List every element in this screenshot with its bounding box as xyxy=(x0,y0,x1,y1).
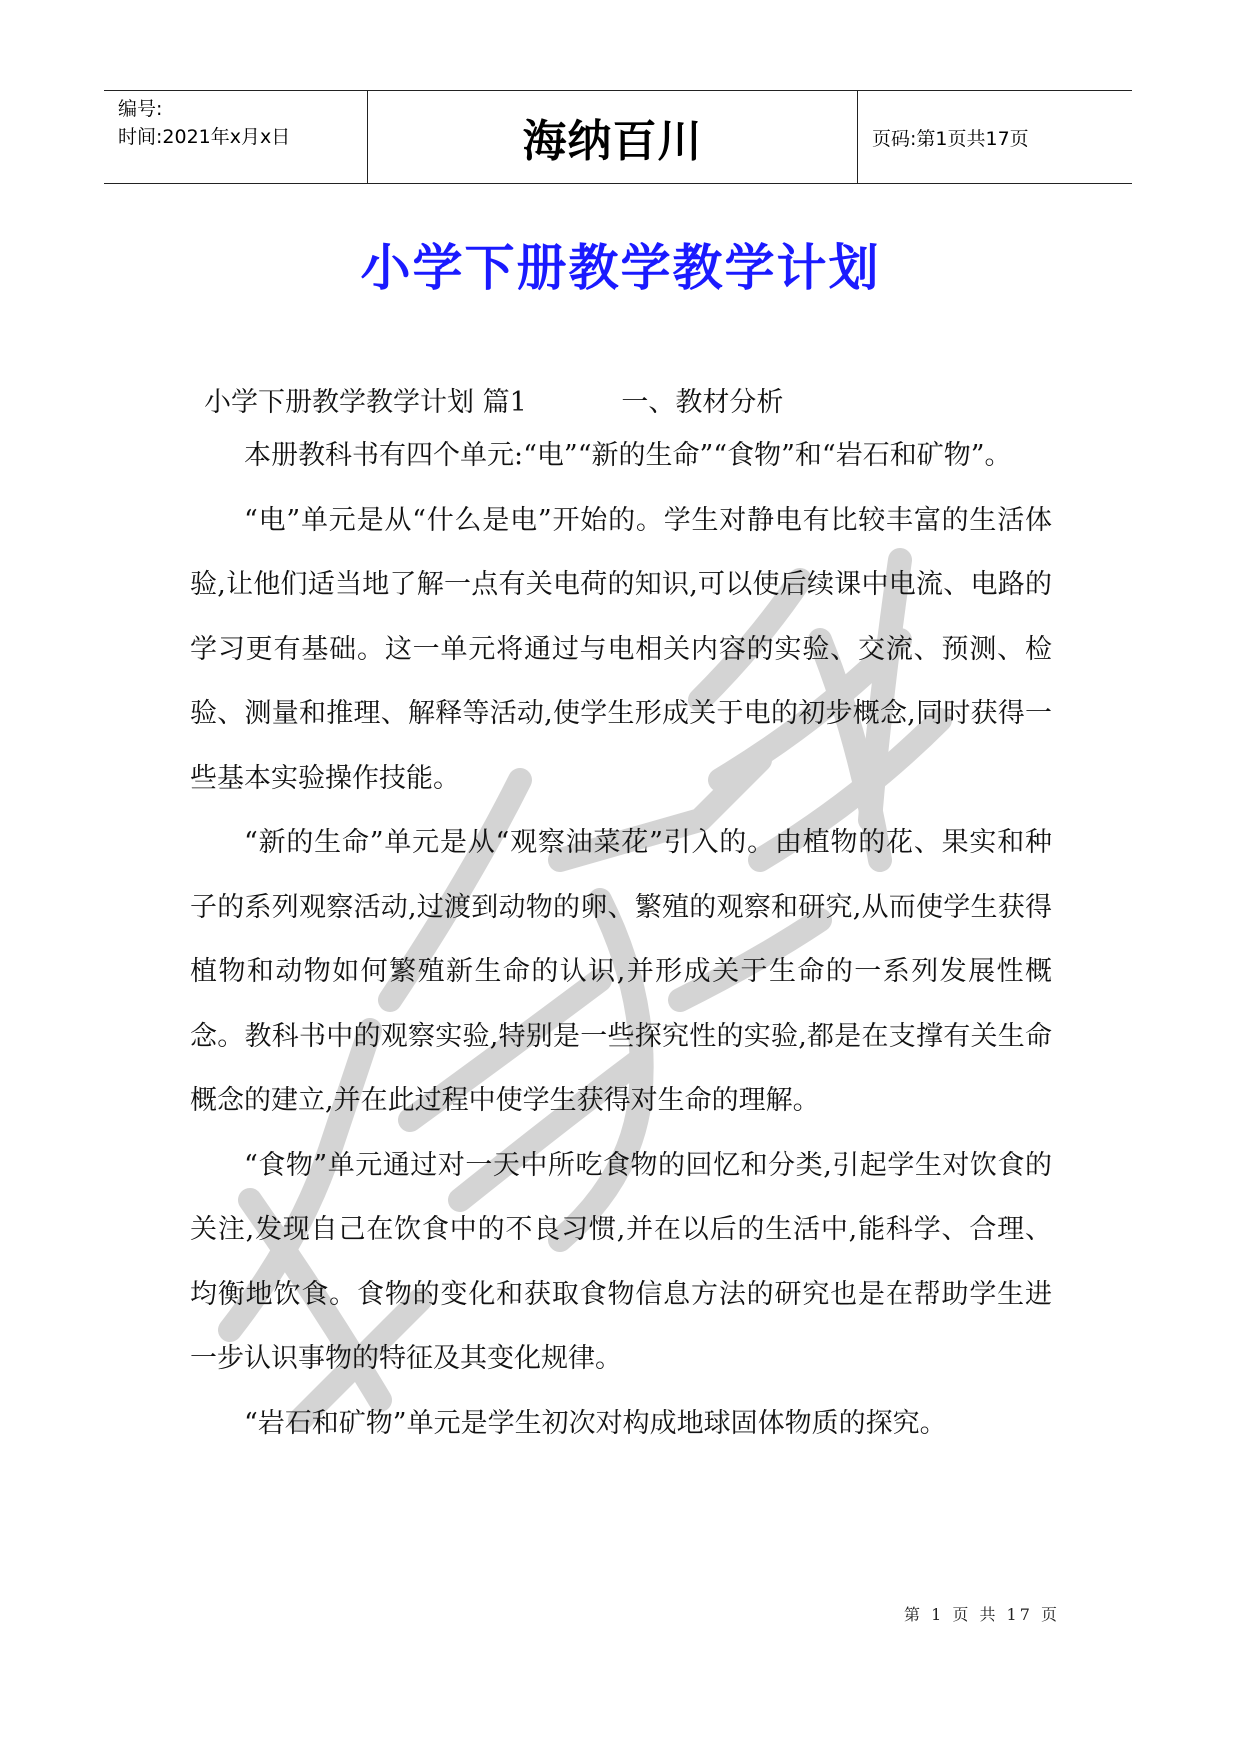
paragraph: “食物”单元通过对一天中所吃食物的回忆和分类,引起学生对饮食的关注,发现自己在饮食中的不良习惯,并在以后的生活中,能科学、合理、均衡地饮食。食物的变化和获取食物信息方法的研究也是在帮助学生进一步认识事物的特征及其变化规律。 xyxy=(190,1149,1052,1374)
paragraph-list xyxy=(190,424,1052,1456)
brand-text: 海纳百川 xyxy=(522,116,703,167)
subtitle: 小学下册教学教学计划 篇1 xyxy=(204,387,527,418)
paragraph: 本册教科书有四个单元:“电”“新的生命”“食物”和“岩石和矿物”。 xyxy=(244,440,1012,471)
header-page-cell xyxy=(858,91,1132,183)
page-code: 页码:第1页共17页 xyxy=(872,127,1029,150)
paragraph: “新的生命”单元是从“观察油菜花”引入的。由植物的花、果实和种子的系列观察活动,过渡到动物的卵、繁殖的观察和研究,从而使学生获得植物和动物如何繁殖新生命的认识,并形成关于生命的一系列发展性概念。教科书中的观察实验,特别是一些探究性的实验,都是在支撑有关生命概念的建立,并在此过程中使学生获得对生命的理解。 xyxy=(190,827,1052,1116)
header-brand-cell xyxy=(368,91,858,183)
paragraph: “岩石和矿物”单元是学生初次对构成地球固体物质的探究。 xyxy=(244,1407,947,1439)
page-footer: 第 1 页 共 17 页 xyxy=(904,1605,1060,1624)
document-title: 小学下册教学教学计划 xyxy=(360,238,881,297)
serial-label: 编号: xyxy=(118,98,163,120)
header-table xyxy=(104,90,1132,184)
subtitle-line xyxy=(204,380,1064,419)
time-label: 时间:2021年x月x日 xyxy=(118,126,291,148)
section-heading: 一、教材分析 xyxy=(621,387,784,418)
header-info-cell xyxy=(104,91,368,183)
paragraph: “电”单元是从“什么是电”开始的。学生对静电有比较丰富的生活体验,让他们适当地了解一点有关电荷的知识,可以使后续课中电流、电路的学习更有基础。这一单元将通过与电相关内容的实验、交流、预测、检验、测量和推理、解释等活动,使学生形成关于电的初步概念,同时获得一些基本实验操作技能。 xyxy=(190,504,1052,794)
